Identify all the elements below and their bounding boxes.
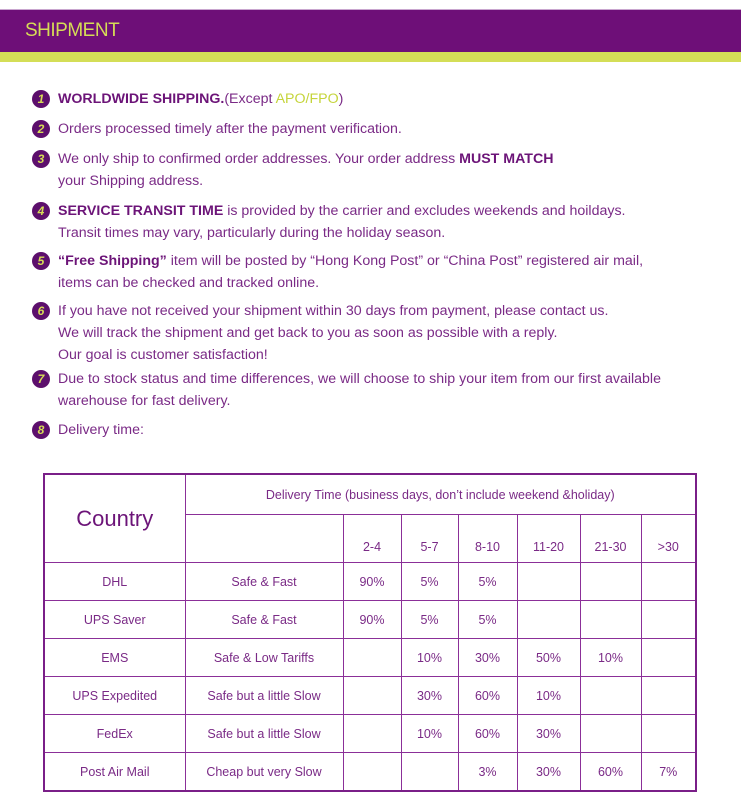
item-text-line2: We will track the shipment and get back to you as soon as possible with a reply. (58, 325, 558, 341)
country-header: Country (44, 474, 185, 563)
percentage-cell: 60% (458, 715, 517, 753)
item-text-line2: Transit times may vary, particularly during the holiday season. (58, 225, 446, 241)
page-title: SHIPMENT (25, 20, 120, 41)
shipment-info-list (32, 88, 737, 441)
percentage-cell (343, 677, 401, 715)
carrier-cell: Post Air Mail (44, 753, 185, 792)
range-header: 2-4 (343, 515, 401, 563)
note-cell: Safe but a little Slow (185, 677, 343, 715)
item-bold-text: MUST MATCH (459, 151, 554, 167)
percentage-cell: 3% (458, 753, 517, 792)
list-item-3 (32, 148, 737, 192)
percentage-cell (517, 563, 580, 601)
carrier-cell: EMS (44, 639, 185, 677)
note-cell: Safe but a little Slow (185, 715, 343, 753)
percentage-cell: 90% (343, 601, 401, 639)
range-header: 21-30 (580, 515, 641, 563)
item-text-line2: your Shipping address. (58, 173, 204, 189)
number-badge-icon: 8 (32, 421, 50, 439)
range-header: 5-7 (401, 515, 458, 563)
percentage-cell: 30% (517, 753, 580, 792)
percentage-cell (580, 601, 641, 639)
percentage-cell (580, 563, 641, 601)
table-row (44, 677, 696, 715)
table-row (44, 601, 696, 639)
range-header: 11-20 (517, 515, 580, 563)
percentage-cell (401, 753, 458, 792)
percentage-cell: 30% (458, 639, 517, 677)
item-text-line2: items can be checked and tracked online. (58, 275, 320, 291)
list-item-2 (32, 118, 737, 140)
number-badge-icon: 5 (32, 252, 50, 270)
empty-header-cell (185, 515, 343, 563)
percentage-cell: 10% (517, 677, 580, 715)
percentage-cell: 10% (580, 639, 641, 677)
item-text-line3: Our goal is customer satisfaction! (58, 347, 268, 363)
percentage-cell (580, 715, 641, 753)
note-cell: Safe & Fast (185, 563, 343, 601)
item-text: If you have not received your shipment within 30 days from payment, please contact us. (58, 303, 609, 319)
item-text: Delivery time: (58, 422, 144, 438)
list-item-4 (32, 200, 737, 244)
percentage-cell: 30% (401, 677, 458, 715)
note-cell: Cheap but very Slow (185, 753, 343, 792)
percentage-cell: 5% (401, 563, 458, 601)
delivery-time-table (43, 473, 697, 792)
item-text: is provided by the carrier and excludes weekends and hoildays. (223, 203, 626, 219)
list-item-8 (32, 419, 737, 441)
percentage-cell (641, 677, 696, 715)
item-text: We only ship to confirmed order addresses. Your order address (58, 151, 460, 167)
item-text: item will be posted by “Hong Kong Post” or “China Post” registered air mail, (166, 253, 644, 269)
delivery-time-header: Delivery Time (business days, don’t include weekend &holiday) (185, 474, 696, 515)
percentage-cell (343, 639, 401, 677)
percentage-cell (641, 563, 696, 601)
number-badge-icon: 4 (32, 202, 50, 220)
list-item-5 (32, 250, 737, 294)
number-badge-icon: 2 (32, 120, 50, 138)
carrier-cell: FedEx (44, 715, 185, 753)
item-text: (Except (224, 91, 276, 107)
carrier-cell: UPS Saver (44, 601, 185, 639)
percentage-cell: 60% (580, 753, 641, 792)
percentage-cell: 5% (458, 601, 517, 639)
table-row (44, 563, 696, 601)
range-header: >30 (641, 515, 696, 563)
percentage-cell (641, 639, 696, 677)
number-badge-icon: 3 (32, 150, 50, 168)
percentage-cell: 10% (401, 715, 458, 753)
table-row (44, 715, 696, 753)
number-badge-icon: 6 (32, 302, 50, 320)
percentage-cell: 5% (458, 563, 517, 601)
note-cell: Safe & Fast (185, 601, 343, 639)
list-item-6 (32, 300, 737, 366)
percentage-cell (517, 601, 580, 639)
percentage-cell (641, 715, 696, 753)
percentage-cell: 10% (401, 639, 458, 677)
percentage-cell: 50% (517, 639, 580, 677)
item-text: Orders processed timely after the payment verification. (58, 121, 402, 137)
note-cell: Safe & Low Tariffs (185, 639, 343, 677)
item-bold-text: “Free Shipping” (58, 253, 167, 269)
percentage-cell: 5% (401, 601, 458, 639)
list-item-7 (32, 368, 737, 412)
item-highlight: APO/FPO (275, 91, 339, 107)
percentage-cell (580, 677, 641, 715)
number-badge-icon: 1 (32, 90, 50, 108)
item-bold-text: WORLDWIDE SHIPPING. (58, 91, 225, 107)
percentage-cell: 60% (458, 677, 517, 715)
item-text-after: ) (338, 91, 344, 107)
percentage-cell: 90% (343, 563, 401, 601)
range-header: 8-10 (458, 515, 517, 563)
percentage-cell: 30% (517, 715, 580, 753)
header-banner (0, 9, 741, 52)
percentage-cell: 7% (641, 753, 696, 792)
item-text-line2: warehouse for fast delivery. (58, 393, 231, 409)
percentage-cell (641, 601, 696, 639)
number-badge-icon: 7 (32, 370, 50, 388)
percentage-cell (343, 753, 401, 792)
accent-stripe (0, 52, 741, 62)
table-row (44, 639, 696, 677)
item-text: Due to stock status and time differences, we will choose to ship your item from our first available (58, 371, 661, 387)
carrier-cell: DHL (44, 563, 185, 601)
item-bold-text: SERVICE TRANSIT TIME (58, 203, 224, 219)
table-row (44, 753, 696, 792)
carrier-cell: UPS Expedited (44, 677, 185, 715)
percentage-cell (343, 715, 401, 753)
list-item-1 (32, 88, 737, 110)
